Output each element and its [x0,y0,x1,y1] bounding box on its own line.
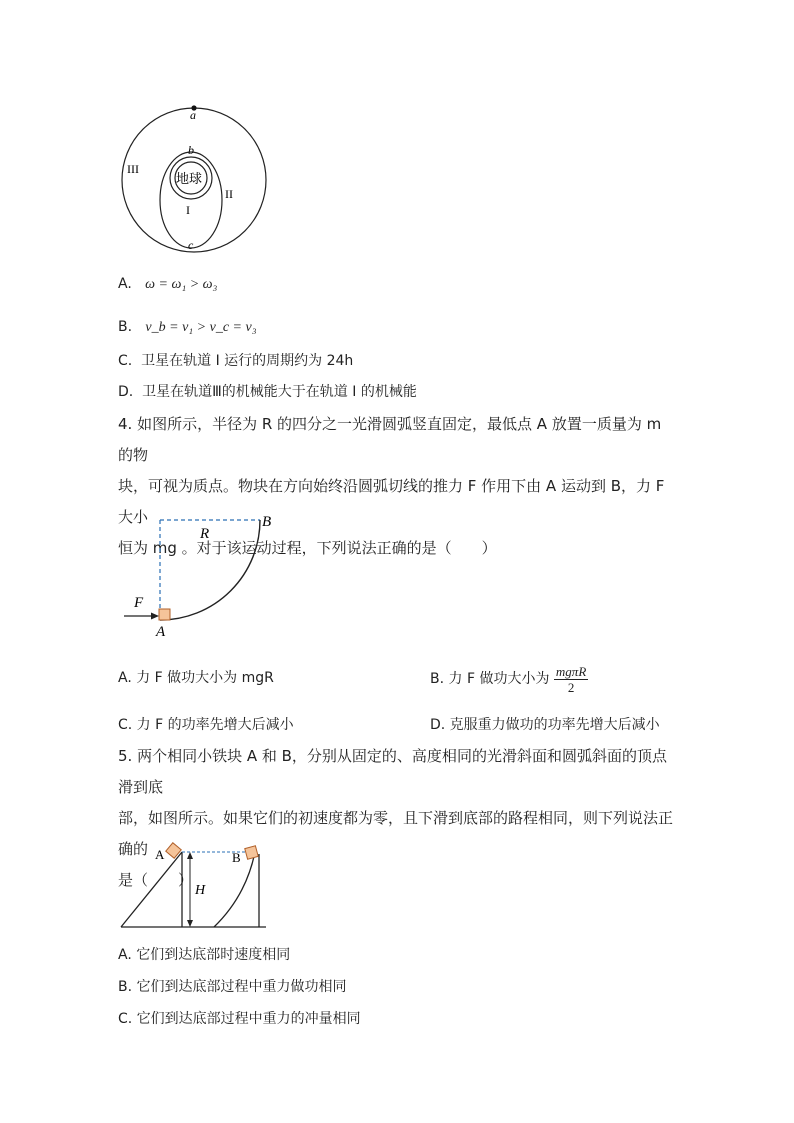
label-orbit-III: III [127,162,139,176]
label-R: R [200,526,210,542]
option-math: v_b = v₁ > v_c = v₃ [145,320,257,335]
height-arrowhead-top [187,852,193,859]
quarter-arc-diagram [118,508,288,643]
label-A: A [156,624,166,640]
label-orbit-II: II [225,187,233,201]
label-b: b [188,143,194,157]
option-math: ω = ω₁ > ω₃ [145,277,218,292]
q5-option-b: B. 它们到达底部过程中重力做功相同 [118,979,347,995]
label-A: A [155,847,165,862]
option-prefix: B. [118,319,133,335]
force-arrowhead [151,613,159,620]
q5-stem-line-2: 部，如图所示。如果它们的初速度都为零，且下滑到底部的路程相同，则下列说法正确的 [118,809,674,858]
fraction-denominator: 2 [567,679,575,695]
q5-option-a: A. 它们到达底部时速度相同 [118,947,291,963]
q4-option-b [430,659,588,699]
label-orbit-I: I [186,203,190,217]
q4-stem-line-2: 块，可视为质点。物块在方向始终沿圆弧切线的推力 F 作用下由 A 运动到 B，力 F 大小 [118,477,665,526]
fraction-numerator: mgπR [555,663,587,679]
block-b [245,846,258,859]
q3-option-b [118,317,257,338]
orbit-II [160,152,222,248]
incline-slope [121,852,182,927]
height-arrowhead-bottom [187,920,193,927]
q4-option-c: C. 力 F 的功率先增大后减小 [118,717,294,733]
q4-option-d: D. 克服重力做功的功率先增大后减小 [430,717,660,733]
q4-stem-line-3: 恒为 mg 。对于该运动过程，下列说法正确的是（ ） [118,539,497,557]
option-text: 卫星在轨道 I 运行的周期约为 24h [141,353,354,369]
option-prefix: C. [118,353,133,369]
option-prefix: A. [118,276,132,292]
option-prefix: B. 力 F 做功大小为 [430,671,550,687]
q4-stem-line-1: 4. 如图所示，半径为 R 的四分之一光滑圆弧竖直固定，最低点 A 放置一质量为 m 的物 [118,415,662,464]
label-B: B [262,514,272,530]
label-H: H [195,883,206,898]
q5-stem-line-3: 是（ ） [118,871,194,889]
label-B: B [232,850,241,865]
q5-stem-line-1: 5. 两个相同小铁块 A 和 B，分别从固定的、高度相同的光滑斜面和圆弧斜面的顶点滑到底 [118,747,667,796]
q3-option-d [118,382,417,402]
label-a: a [190,108,196,122]
earth-label: 地球 [176,172,203,187]
option-prefix: D. [118,384,134,400]
label-c: c [188,238,194,252]
incline-diagram [118,838,278,933]
label-F: F [134,595,144,611]
q3-option-a [118,274,217,295]
quarter-arc [160,520,260,620]
block [159,609,170,620]
option-text: 卫星在轨道Ⅲ的机械能大于在轨道 I 的机械能 [142,384,417,400]
orbit-diagram [115,100,275,260]
q4-option-a: A. 力 F 做功大小为 mgR [118,670,274,686]
q5-option-c: C. 它们到达底部过程中重力的冲量相同 [118,1011,361,1027]
q3-option-c [118,351,353,371]
fraction [554,664,588,695]
